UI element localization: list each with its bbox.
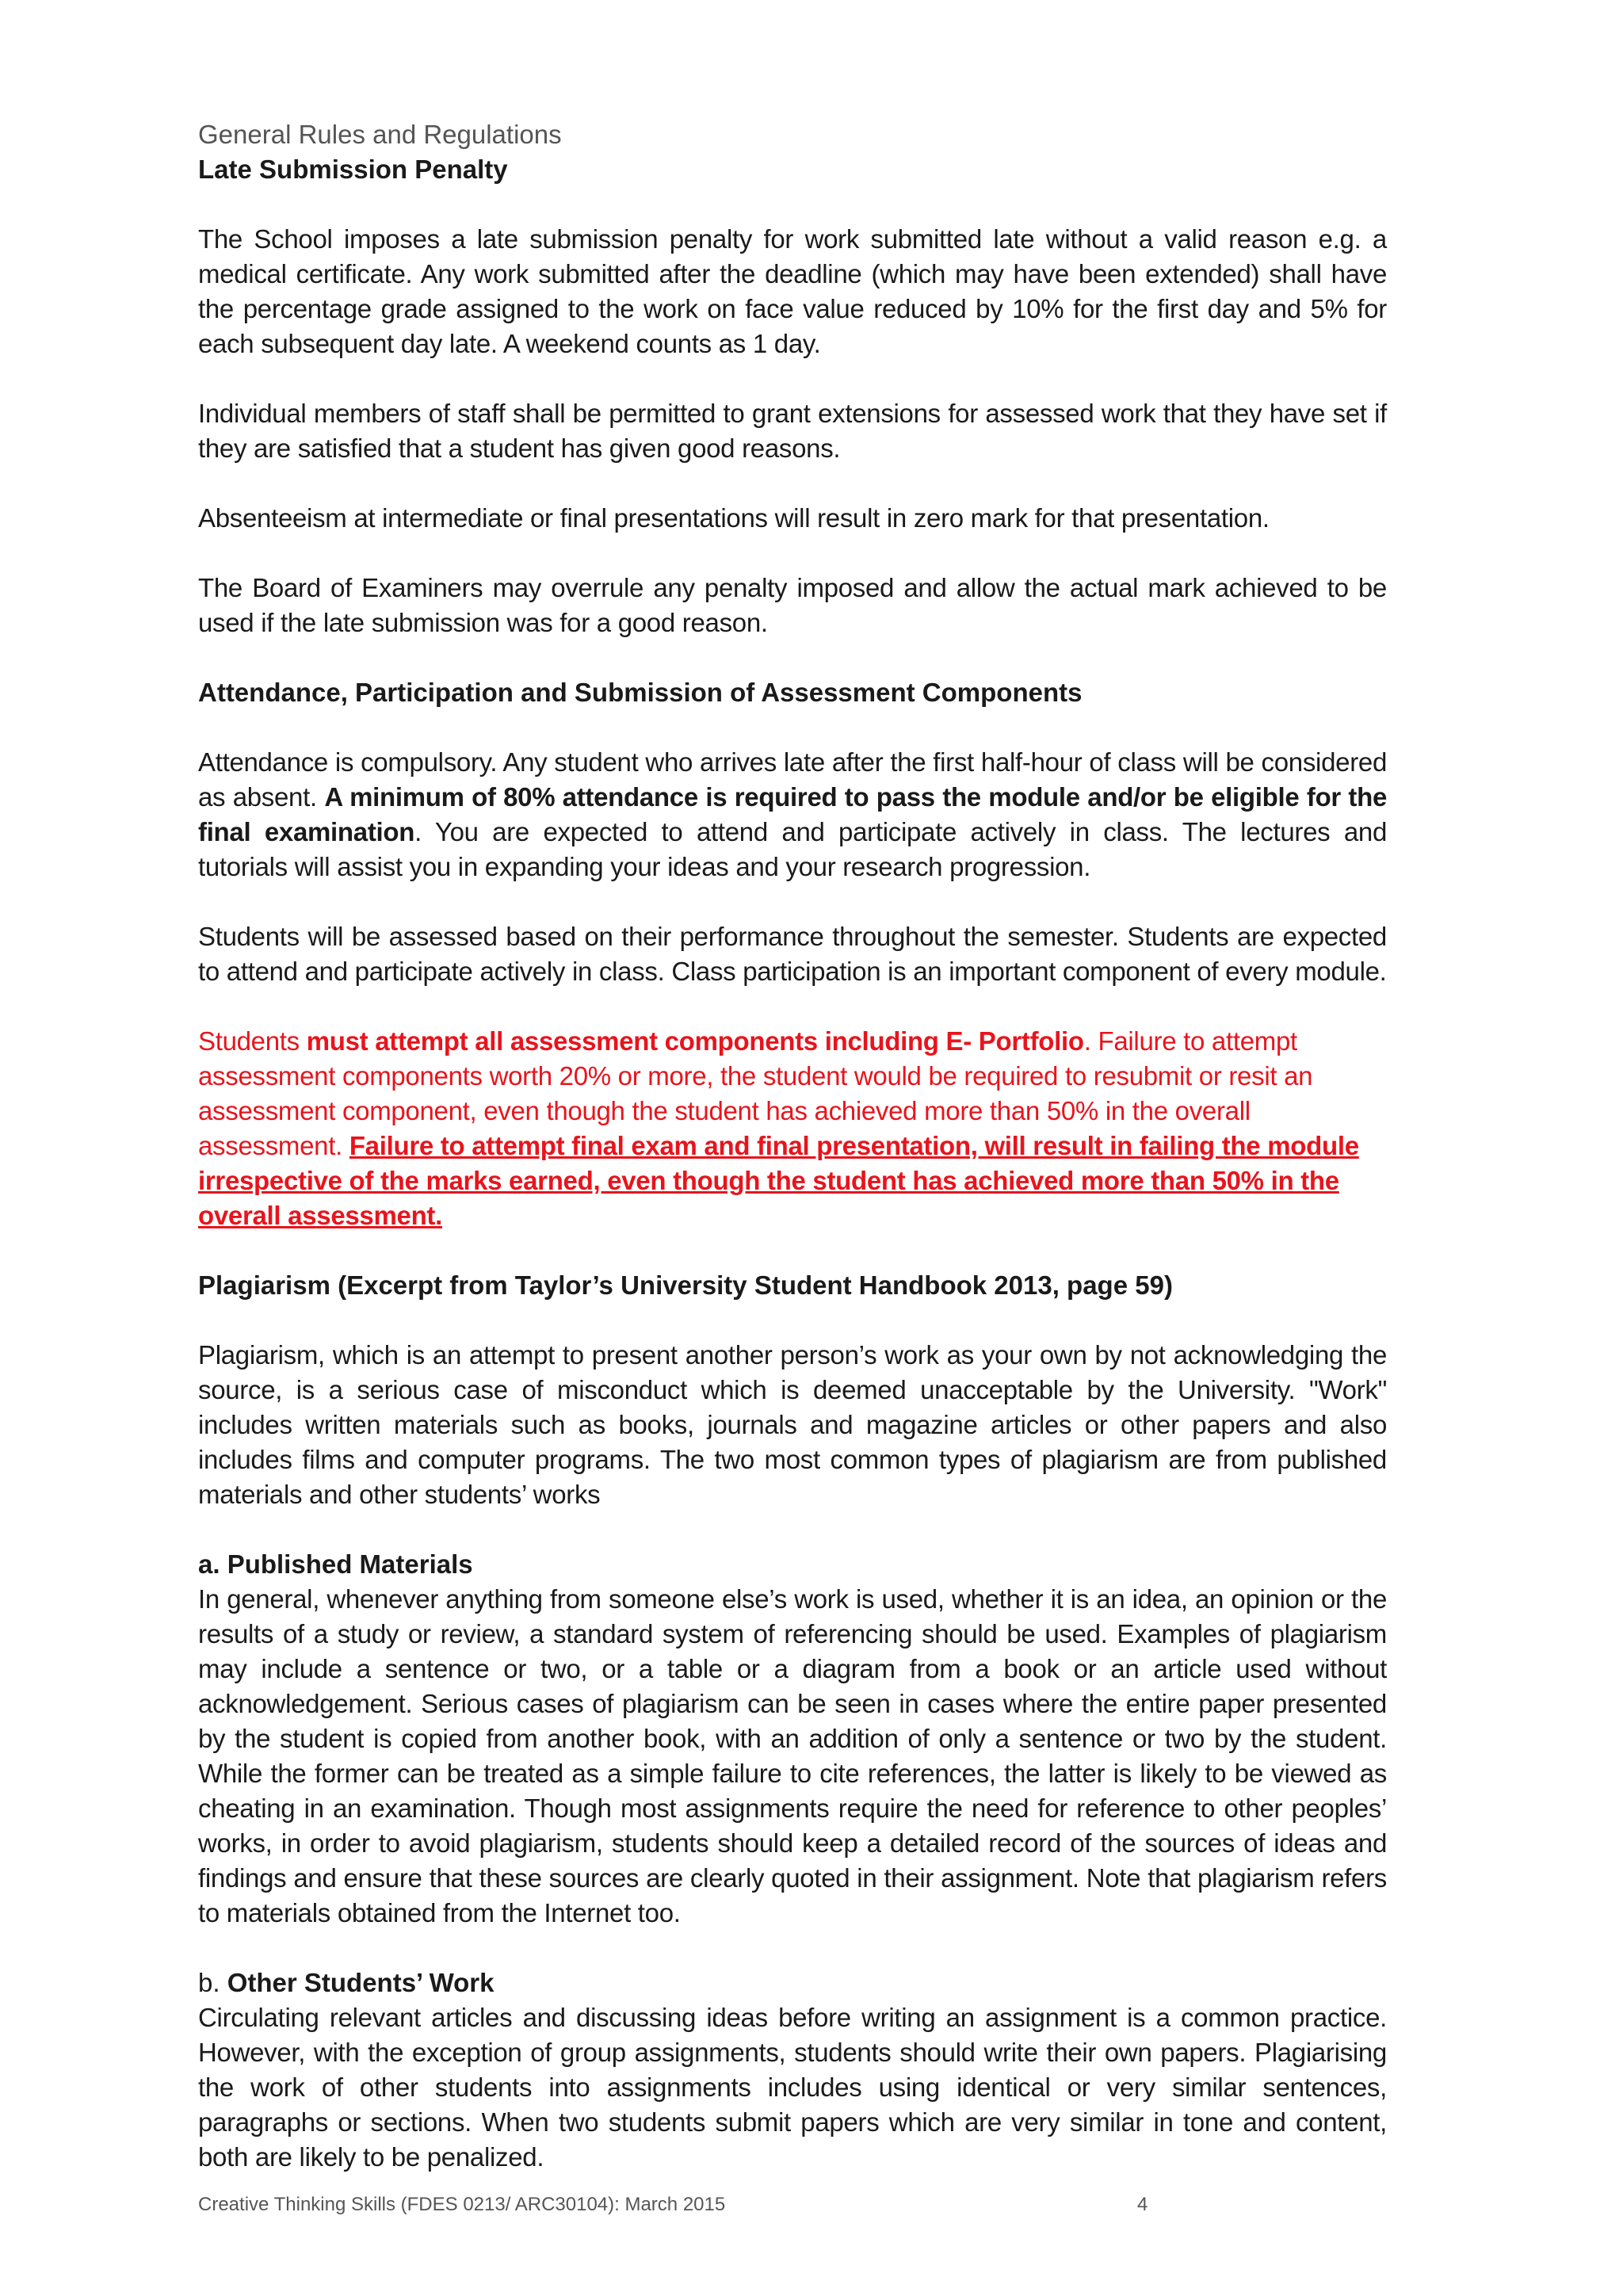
published-materials-paragraph: In general, whenever anything from someone else’s work is used, whether it is an idea, an opinion or the results of a study or review, a standard system of referencing should be used. Examples of plagiarism may include a sentence or two, or a table or a diagram from a book or an article used without acknowledgement. Serious cases of plagiarism can be seen in cases where the entire paper presented by the student is copied from another book, with an addition of only a sentence or two by the student. While the former can be treated as a simple failure to cite references, the latter is likely to be viewed as cheating in an examination. Though most assignments require the need for reference to other peoples’ works, in order to avoid plagiarism, students should keep a detailed record of the sources of ideas and findings and ensure that these sources are clearly quoted in their assignment. Note that plagiarism refers to materials obtained from the Internet too. (198, 1584, 1387, 1927)
other-students-paragraph: Circulating relevant articles and discussing ideas before writing an assignment is a common practice. However, with the exception of group assignments, students should write their own papers. Plagiarising the work of other students into assignments includes using identical or very similar sentences, paragraphs or sections. When two students submit papers which are very similar in tone and content, both are likely to be penalized. (198, 2003, 1387, 2172)
assessment-paragraph: Students will be assessed based on their performance throughout the semester. Students are expected to attend and participate actively in class. Class participation is an important component of every module. (198, 922, 1387, 986)
extensions-paragraph: Individual members of staff shall be permitted to grant extensions for assessed work that they have set if they are satisfied that a student has given good reasons. (198, 399, 1387, 463)
late-submission-heading: Late Submission Penalty (198, 155, 508, 184)
page-footer (198, 2194, 1387, 2216)
plagiarism-heading: Plagiarism (Excerpt from Taylor’s University Student Handbook 2013, page 59) (198, 1270, 1173, 1300)
plagiarism-paragraph: Plagiarism, which is an attempt to present another person’s work as your own by not acknowledging the source, is a serious case of misconduct which is deemed unacceptable by the University. "Work" includes written materials such as books, journals and magazine articles or other papers and also includes films and computer programs. The two most common types of plagiarism are from published materials and other students’ works (198, 1340, 1387, 1509)
warning-text-end: . Failure to attempt assessment components worth 20% or more, the student would be required to resubmit or resit an assessment component, even though the student has achieved more than 50% in the overall assessment. (198, 1026, 1313, 1160)
warning-text-start: Students (198, 1026, 307, 1056)
warning-fail-notice: Failure to attempt final exam and final presentation, will result in failing the module irrespective of the marks earned, even though the student has achieved more than 50% in the overall assessment. (198, 1131, 1359, 1230)
footer-course: Creative Thinking Skills (FDES 0213/ ARC30104): March 2015 (198, 2194, 726, 2215)
other-students-title: Other Students’ Work (227, 1968, 495, 1997)
attendance-heading: Attendance, Participation and Submission of Assessment Components (198, 678, 1083, 707)
document-page (198, 117, 1387, 2175)
published-materials-heading: a. Published Materials (198, 1549, 473, 1579)
page-number: 4 (1137, 2194, 1148, 2215)
attendance-text-end: . You are expected to attend and participate actively in class. The lectures and tutorials will assist you in expanding your ideas and your research progression. (198, 817, 1387, 881)
board-paragraph: The Board of Examiners may overrule any penalty imposed and allow the actual mark achieved to be used if the late submission was for a good reason. (198, 573, 1387, 637)
assessment-warning-paragraph (198, 1024, 1387, 1233)
section-title: General Rules and Regulations (198, 120, 562, 149)
absenteeism-paragraph: Absenteeism at intermediate or final presentations will result in zero mark for that presentation. (198, 503, 1270, 533)
warning-emphasis: must attempt all assessment components including E- Portfolio (306, 1026, 1084, 1056)
other-students-heading (198, 1966, 1387, 2000)
attendance-text-start: Attendance is compulsory. Any student who arrives late after the first half-hour of class will be considered as absent. (198, 747, 1387, 812)
attendance-paragraph (198, 745, 1387, 884)
other-students-prefix: b. (198, 1968, 227, 1997)
attendance-requirement: A minimum of 80% attendance is required to pass the module and/or be eligible for the final examination (198, 782, 1388, 846)
late-penalty-paragraph: The School imposes a late submission penalty for work submitted late without a valid reason e.g. a medical certificate. Any work submitted after the deadline (which may have been extended) shall have the percentage grade assigned to the work on face value reduced by 10% for the first day and 5% for each subsequent day late. A weekend counts as 1 day. (198, 224, 1387, 358)
